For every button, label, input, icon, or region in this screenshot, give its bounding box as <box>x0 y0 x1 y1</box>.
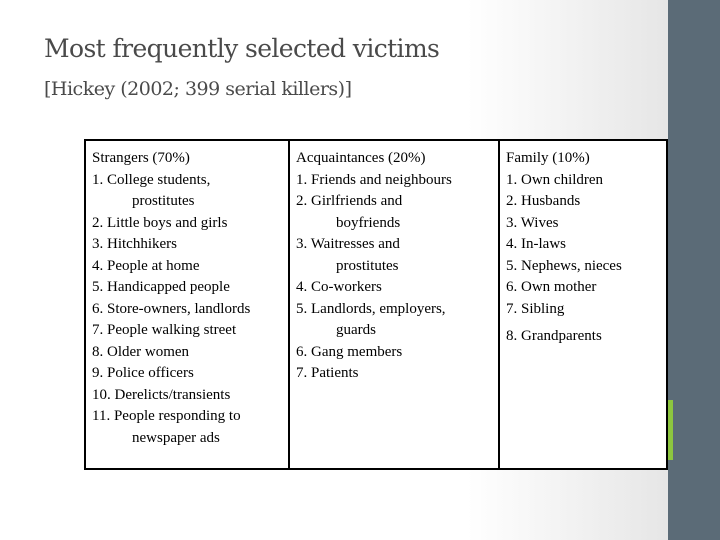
column-heading <box>92 148 250 170</box>
list-item: 8. Grandparents <box>506 328 602 344</box>
heading-label: Acquaintances <box>296 150 385 166</box>
list-item: guards <box>336 322 376 338</box>
list-item: 5. Landlords, employers, <box>296 300 446 317</box>
list-item: 9. Police officers <box>92 365 194 381</box>
list-item: 10. Derelicts/transients <box>92 386 231 403</box>
list-item: 2. Husbands <box>506 193 581 209</box>
list-item: 1. Friends and neighbours <box>296 171 452 188</box>
list-item: 3. Waitresses and <box>296 236 400 252</box>
heading-label: Family <box>506 150 549 166</box>
list-item: 4. In-laws <box>506 236 566 252</box>
list-item: boyfriends <box>336 214 401 231</box>
list-item: prostitutes <box>336 257 399 274</box>
list-item: 2. Girlfriends and <box>296 193 403 209</box>
column-divider <box>498 141 500 468</box>
list-item: 2. Little boys and girls <box>92 214 228 231</box>
column-divider <box>288 141 290 468</box>
list-item: 7. Patients <box>296 365 359 381</box>
list-item: 4. Co-workers <box>296 279 382 295</box>
list-item: 7. People walking street <box>92 322 237 338</box>
acquaintances-column <box>296 148 452 385</box>
list-item: 6. Own mother <box>506 279 597 295</box>
list-item: 5. Handicapped people <box>92 279 230 295</box>
list-item: 11. People responding to <box>92 408 241 424</box>
list-item: 1. Own children <box>506 171 604 188</box>
family-column <box>506 148 622 348</box>
list-item: 6. Gang members <box>296 343 403 360</box>
list-item: 8. Older women <box>92 343 190 360</box>
list-item: prostitutes <box>132 193 195 209</box>
list-item: 3. Hitchhikers <box>92 236 177 252</box>
accent-bar <box>668 400 673 460</box>
list-item: 1. College students, <box>92 171 211 188</box>
strangers-column <box>92 148 250 449</box>
list-item: 5. Nephews, nieces <box>506 257 622 274</box>
heading-label: Strangers <box>92 150 149 166</box>
slide-subtitle: [Hickey (2002; 399 serial killers)] <box>44 78 352 100</box>
slide-title: Most frequently selected victims <box>44 34 440 63</box>
heading-percent: (10%) <box>548 150 590 166</box>
column-heading <box>506 148 622 170</box>
list-item: 7. Sibling <box>506 300 565 317</box>
heading-percent: (20%) <box>384 150 426 166</box>
column-heading <box>296 148 452 170</box>
right-sidebar-band <box>668 0 720 540</box>
list-item: 4. People at home <box>92 257 200 274</box>
list-item: 6. Store-owners, landlords <box>92 300 251 317</box>
heading-percent: (70%) <box>148 150 190 166</box>
list-item: newspaper ads <box>132 429 220 446</box>
victims-table <box>84 139 668 470</box>
list-item: 3. Wives <box>506 214 559 231</box>
